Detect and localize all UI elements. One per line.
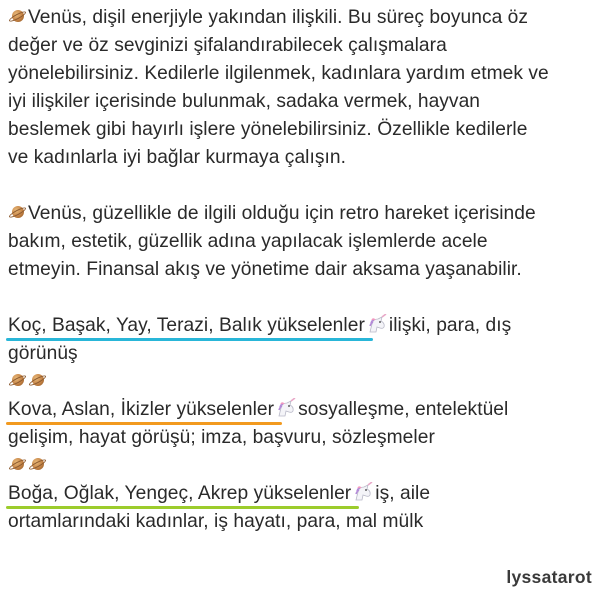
group-3-signs: Boğa, Oğlak, Yengeç, Akrep yükselenler xyxy=(8,480,351,508)
paragraph-1-line-1: Venüs, dişil enerjiyle yakından ilişkili. Bu süreç boyunca öz xyxy=(8,4,528,32)
paragraph-1-line-3: yönelebilirsiniz. Kedilerle ilgilenmek, kadınlara yardım etmek ve xyxy=(8,63,549,84)
planet-separator-2 xyxy=(8,452,48,480)
paragraph-1-line-2: değer ve öz sevginizi şifalandırabilecek çalışmalara xyxy=(8,35,447,56)
signature: lyssatarot xyxy=(506,567,592,587)
unicorn-icon xyxy=(352,482,374,502)
group-2-line-2: gelişim, hayat görüşü; imza, başvuru, sözleşmeler xyxy=(8,427,435,448)
paragraph-1-line-6: ve kadınlarla iyi bağlar kurmaya çalışın. xyxy=(8,147,346,168)
ringed-planet-icon xyxy=(28,455,47,474)
group-1-heading: Koç, Başak, Yay, Terazi, Balık yükselenler ilişki, para, dış xyxy=(8,312,511,340)
paragraph-1-line-5: beslemek gibi hayırlı işlere yönelebilirsiniz. Özellikle kedilerle xyxy=(8,119,528,140)
group-3-line-2: ortamlarındaki kadınlar, iş hayatı, para, mal mülk xyxy=(8,511,424,532)
group-2-heading: Kova, Aslan, İkizler yükselenler sosyalleşme, entelektüel xyxy=(8,396,508,424)
ringed-planet-icon xyxy=(28,371,47,390)
group-1-line-2: görünüş xyxy=(8,343,78,364)
group-3-heading: Boğa, Oğlak, Yengeç, Akrep yükselenler iş, aile xyxy=(8,480,430,508)
paragraph-2-line-3: etmeyin. Finansal akış ve yönetime dair aksama yaşanabilir. xyxy=(8,259,522,280)
paragraph-2-line-2: bakım, estetik, güzellik adına yapılacak işlemlerde acele xyxy=(8,231,488,252)
paragraph-2-line-1: Venüs, güzellikle de ilgili olduğu için retro hareket içerisinde xyxy=(8,200,536,228)
unicorn-icon xyxy=(366,314,388,334)
ringed-planet-icon xyxy=(8,203,27,222)
ringed-planet-icon xyxy=(8,455,27,474)
group-1-signs: Koç, Başak, Yay, Terazi, Balık yükselenler xyxy=(8,312,365,340)
group-2-signs: Kova, Aslan, İkizler yükselenler xyxy=(8,396,274,424)
ringed-planet-icon xyxy=(8,7,27,26)
ringed-planet-icon xyxy=(8,371,27,390)
planet-separator-1 xyxy=(8,368,48,396)
paragraph-1-line-4: iyi ilişkiler içerisinde bulunmak, sadaka vermek, hayvan xyxy=(8,91,481,112)
unicorn-icon xyxy=(275,398,297,418)
